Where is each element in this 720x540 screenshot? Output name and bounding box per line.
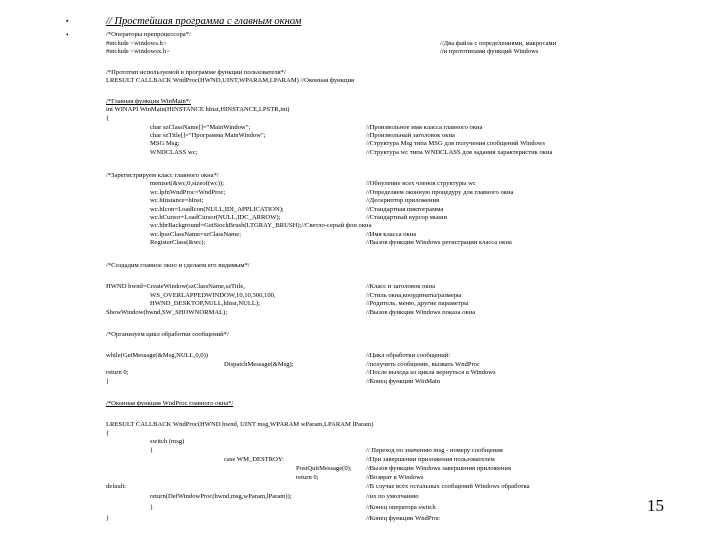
code-line: wc.hbrBackground=GetStockBrush(LTGRAY_BRUSH);//Светло-серый фон окна — [150, 222, 372, 229]
code-line: MSG Msg; — [150, 140, 180, 147]
code-comment: //Цикл обработки сообщений: — [366, 352, 451, 359]
code-line: wc.hCursor=LoadCursor(NULL,IDC_ARROW); — [150, 214, 281, 221]
code-line: WNDCLASS wc; — [150, 149, 198, 156]
code-comment: //Вызов функции Windows показа окна — [366, 309, 476, 316]
code-line: /*Операторы препроцессора*/ — [106, 31, 191, 38]
code-line: char szTitle[]="Программа MainWindow"; — [150, 132, 266, 139]
code-comment: //Два файла с определениями, макросами — [440, 40, 557, 47]
code-line: return 0; — [106, 369, 129, 376]
code-line: while(GetMessage(&Msg,NULL,0,0)) — [106, 352, 208, 359]
code-line: { — [106, 430, 110, 437]
code-line: #include <windowsx.h> — [106, 48, 170, 55]
code-comment: //После выхода из цикла вернуться в Windows — [366, 369, 496, 376]
code-line: LRESULT CALLBACK WndProc(HWND hwnd, UINT msg,WPARAM wParam,LPARAM lParam) — [106, 421, 374, 428]
code-comment: //Стиль окна,координаты/размеры — [366, 292, 462, 299]
code-line: HWND_DESKTOP,NULL,hInst,NULL); — [150, 300, 260, 307]
code-comment: //Класс и заголовок окна — [366, 283, 435, 290]
code-line: ShowWindow(hwnd,SW_SHOWNORMAL); — [106, 309, 228, 316]
bullet-dot: • — [66, 31, 69, 39]
code-line: WS_OVERLAPPEDWINDOW,10,10,300,100, — [150, 292, 276, 299]
code-comment: //Определяем оконную процедуру для главного окна — [366, 189, 514, 196]
code-line: switch (msg) — [150, 438, 185, 445]
code-comment: //Конец функции WinMain — [366, 378, 441, 385]
code-line: case WM_DESTROY: — [224, 456, 284, 463]
code-line: /*Главная функция WinMain*/ — [106, 98, 191, 105]
code-comment: //При завершении приложения пользователем — [366, 456, 495, 463]
code-comment: //и прототипами функций Windows — [440, 48, 539, 55]
code-line: return(DefWindowProc(hwnd,msg,wParam,lParam)); — [150, 493, 292, 500]
code-comment: //Структура Msg типа MSG для получения сообщений Windows — [366, 140, 546, 147]
code-comment: //Вызов функции Windows завершения приложения — [366, 465, 511, 472]
code-line: { — [150, 447, 154, 454]
code-comment: //Родитель, меню, другие параметры — [366, 300, 469, 307]
code-line: char szClassName[]="MainWindow"; — [150, 124, 251, 131]
code-line: int WINAPI WinMain(HINSTANCE hInst,HINSTANCE,LPSTR,int) — [106, 106, 290, 113]
code-line: DispatchMessage(&Msg); — [224, 361, 294, 368]
code-comment: //Обнуление всех членов структуры wc — [366, 180, 476, 187]
code-line: default: — [106, 483, 127, 490]
code-comment: //Конец функции WndProc — [366, 515, 440, 522]
code-line: RegisterClass(&wc); — [150, 239, 206, 246]
code-line: { — [106, 115, 110, 122]
code-comment: //Имя класса окна — [366, 231, 417, 238]
code-line: LRESULT CALLBACK WndProc(HWND,UINT,WPARAM,LPARAM) //Оконная функция — [106, 77, 355, 84]
code-comment: //Конец оператора switch — [366, 504, 436, 511]
code-line: HWND hwnd=CreateWindow(szClassName,szTitle, — [106, 283, 245, 290]
code-comment: // Переход по значению msg - номеру сообщения — [366, 447, 503, 454]
code-line: wc.hInstance=hInst; — [150, 197, 204, 204]
code-line: #include <windows.h> — [106, 40, 167, 47]
code-line: /*Оконная функция WndProc главного окна*/ — [106, 400, 234, 407]
code-comment: //получить сообщение, вызвать WndProc — [366, 361, 480, 368]
code-comment: //Стандартная пиктограмма — [366, 206, 444, 213]
code-line: wc.hIcon=LoadIcon(NULL,IDI_APPLICATION); — [150, 206, 284, 213]
code-line: /*Создадим главное окно и сделаем его видимым*/ — [106, 262, 250, 269]
code-comment: //их по умолчанию — [366, 493, 419, 500]
code-line: /*Зарегистрируем класс главного окна*/ — [106, 172, 219, 179]
code-line: return 0; — [296, 474, 319, 481]
code-comment: //Стандартный курсор мыши — [366, 214, 447, 221]
code-comment: //Произвольный заголовок окна — [366, 132, 455, 139]
bullet-square: ▪ — [66, 17, 69, 25]
code-comment: //Произвольное имя класса главного окна — [366, 124, 483, 131]
code-line: wc.lpszClassName=szClassName; — [150, 231, 242, 238]
code-comment: //Возврат в Windows — [366, 474, 424, 481]
page-number: 15 — [647, 496, 664, 515]
code-line: PostQuitMessage(0); — [296, 465, 352, 472]
code-line: } — [106, 378, 110, 385]
code-comment: //Дескриптор приложения — [366, 197, 440, 204]
code-comment: //Структура wc типа WNDCLASS для задания характеристик окна — [366, 149, 553, 156]
code-line: /*Прототип используемой в программе функции пользователя*/ — [106, 69, 286, 76]
code-line: } — [106, 515, 110, 522]
page-title: // Простейшая программа с главным окном — [106, 16, 302, 27]
code-line: /*Организуем цикл обработки сообщений*/ — [106, 331, 229, 338]
code-line: memset(&wc,0,sizeof(wc)); — [150, 180, 224, 187]
code-comment: //В случае всех остальных сообщений Windows обработка — [366, 483, 530, 490]
code-line: } — [150, 504, 154, 511]
code-comment: //Вызов функции Windows регистрации класса окна — [366, 239, 512, 246]
code-line: wc.lpfnWndProc=WndProc; — [150, 189, 226, 196]
